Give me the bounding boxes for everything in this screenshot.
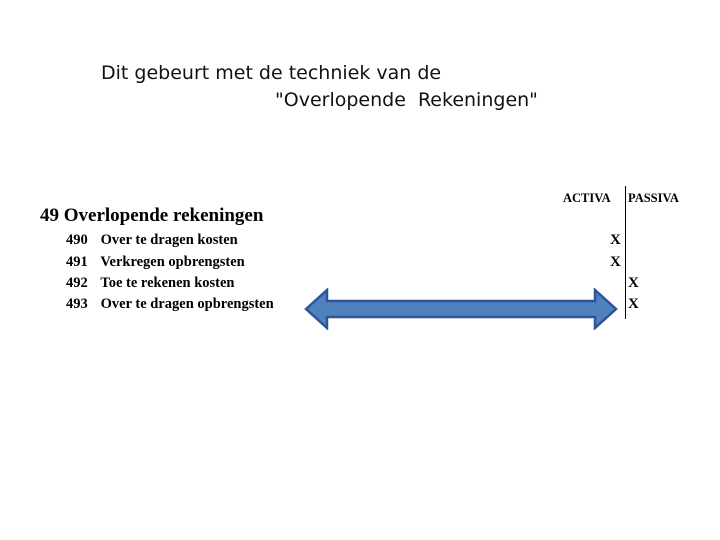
account-code: 491 xyxy=(66,254,88,270)
column-header-passiva: PASSIVA xyxy=(628,191,679,205)
account-code: 493 xyxy=(66,296,88,312)
account-row-491 xyxy=(66,254,245,271)
mark-490-activa: X xyxy=(610,232,621,248)
accounts-heading: 49 Overlopende rekeningen xyxy=(40,205,264,226)
double-arrow-icon xyxy=(304,288,618,330)
mark-493-passiva: X xyxy=(628,296,639,312)
account-code: 490 xyxy=(66,232,88,248)
account-row-493 xyxy=(66,296,274,313)
account-name: Over te dragen kosten xyxy=(100,232,238,248)
account-row-492 xyxy=(66,275,235,292)
account-code: 492 xyxy=(66,275,88,291)
account-row-490 xyxy=(66,232,238,249)
account-name: Verkregen opbrengsten xyxy=(100,254,245,270)
column-divider xyxy=(625,186,626,319)
slide-title-line1: Dit gebeurt met de techniek van de xyxy=(101,62,442,84)
mark-492-passiva: X xyxy=(628,275,639,291)
column-header-activa: ACTIVA xyxy=(563,191,611,205)
double-arrow-shape xyxy=(306,290,616,328)
account-name: Over te dragen opbrengsten xyxy=(100,296,274,312)
mark-491-activa: X xyxy=(610,254,621,270)
slide-title-line2: "Overlopende Rekeningen" xyxy=(275,89,538,111)
account-name: Toe te rekenen kosten xyxy=(100,275,235,291)
